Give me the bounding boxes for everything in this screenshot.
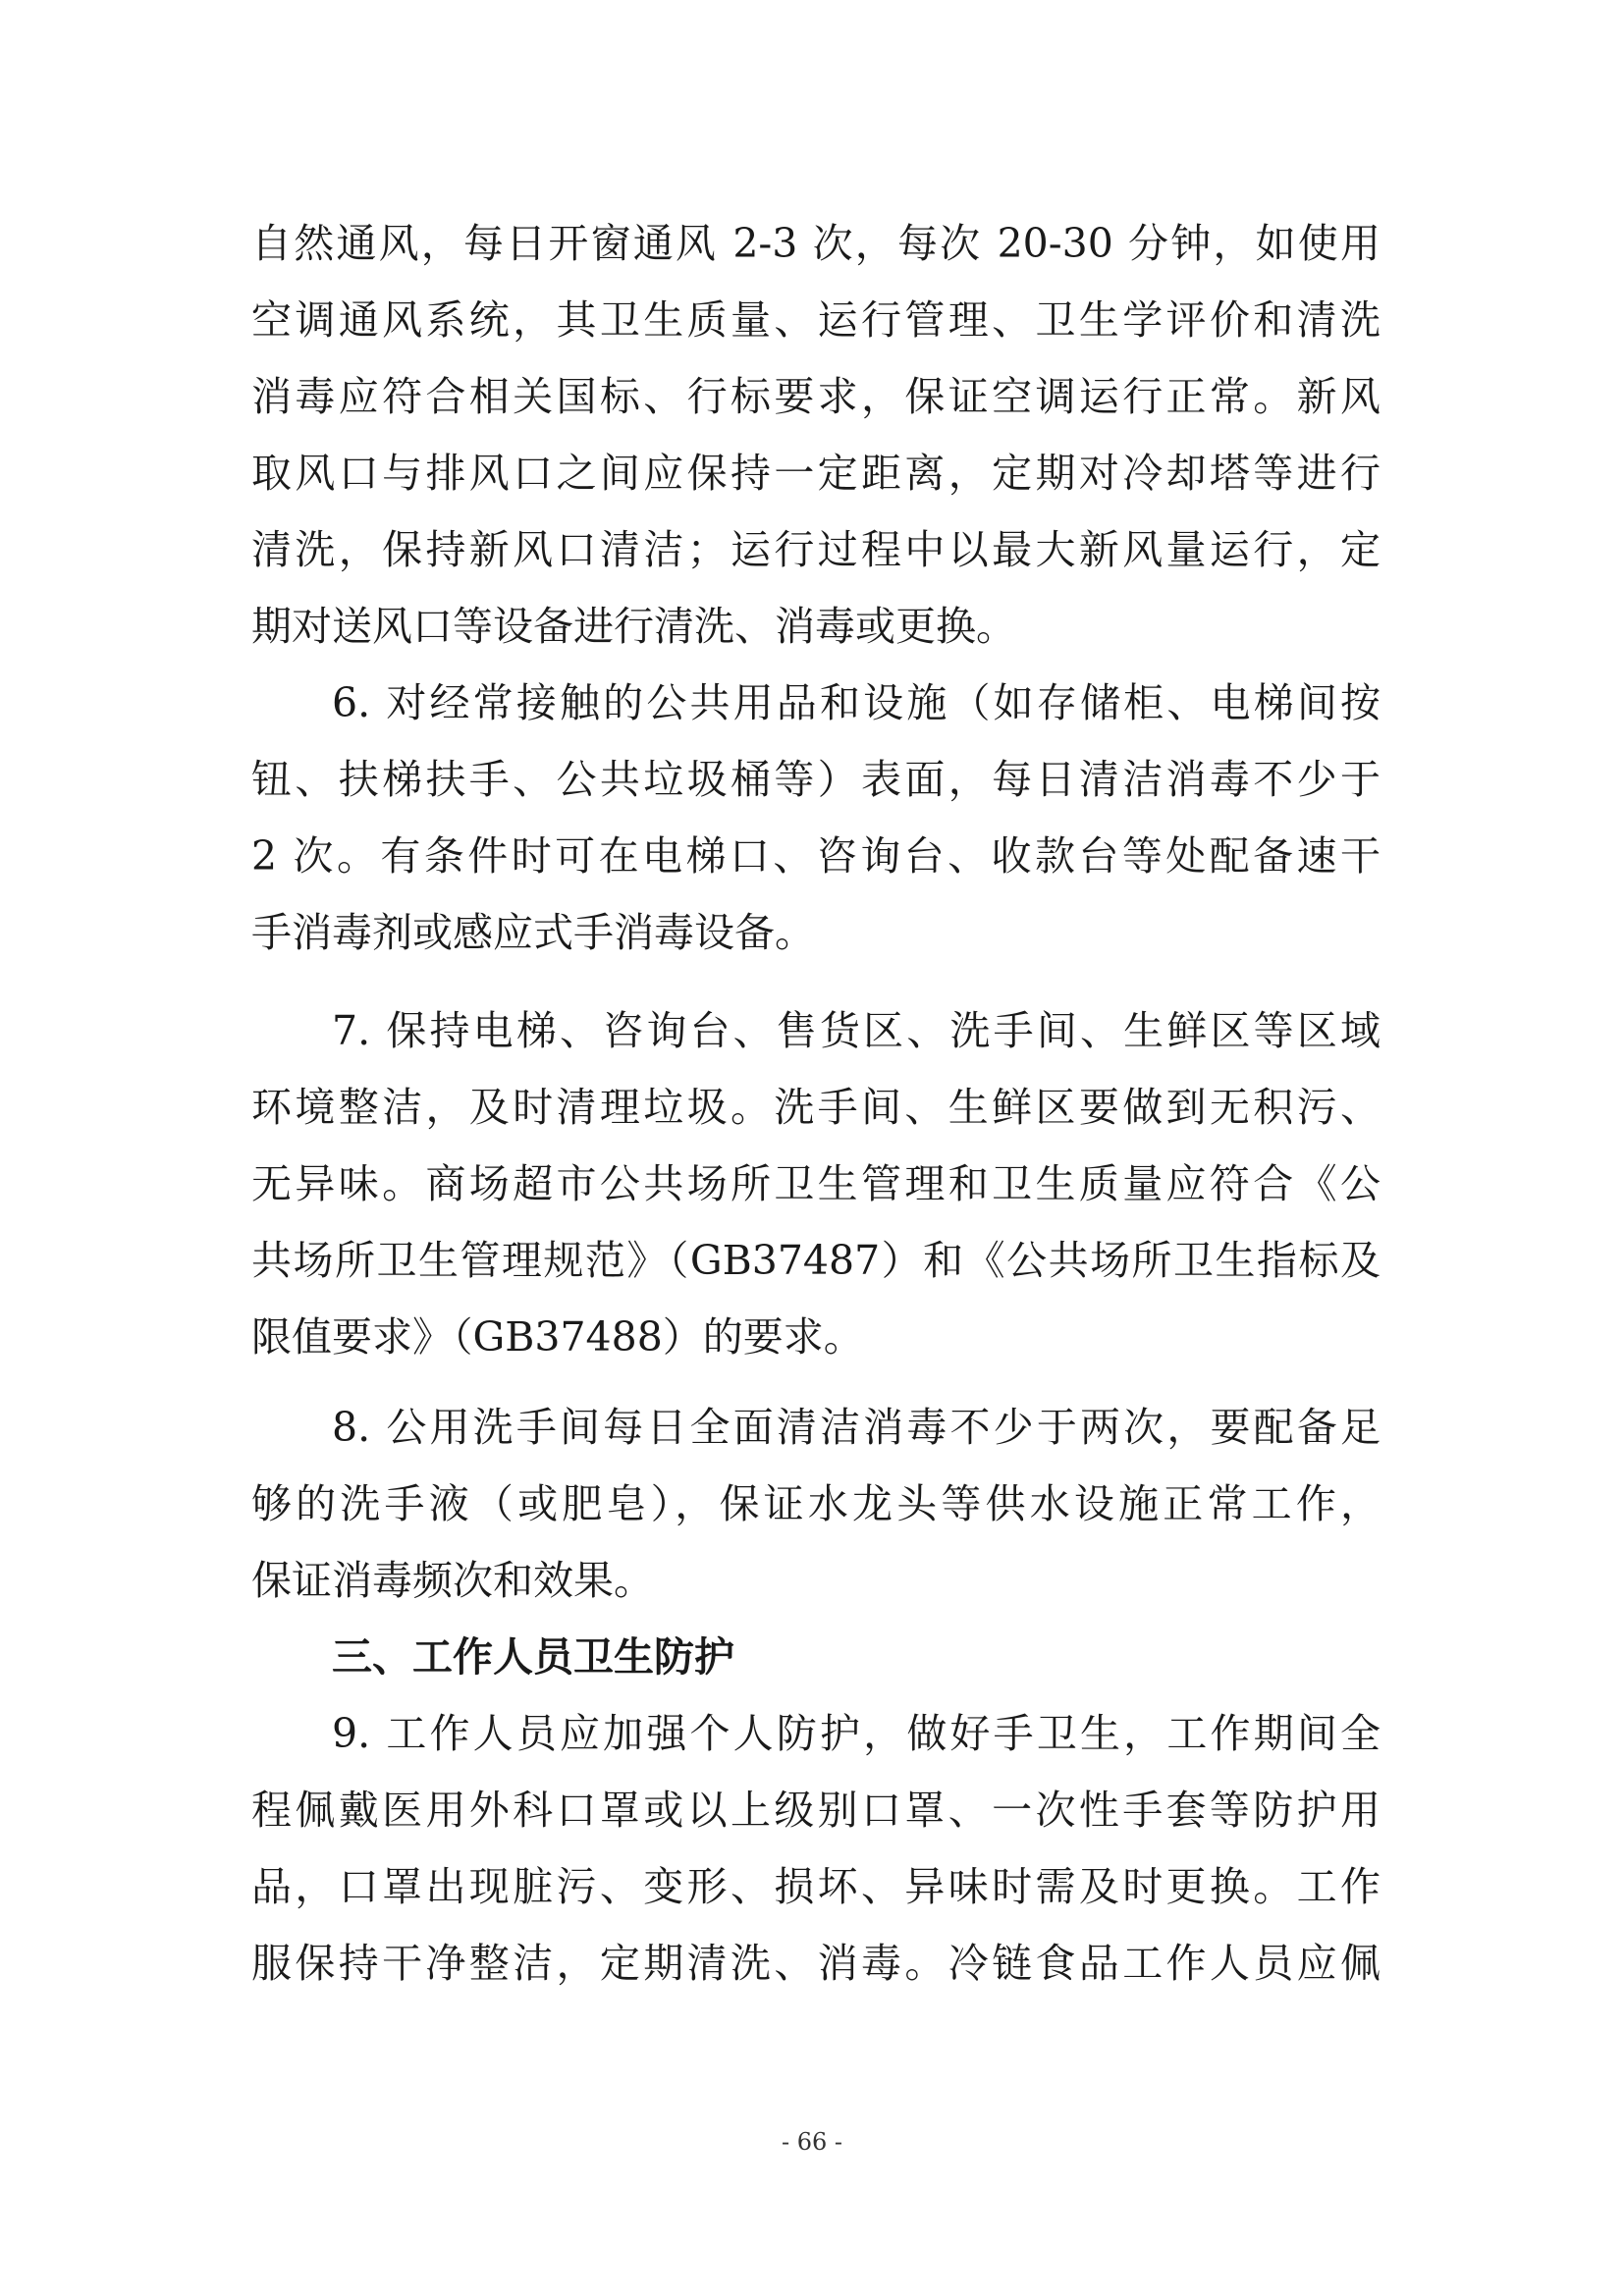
item-7-line: 环境整洁，及时清理垃圾。洗手间、生鲜区要做到无积污、 [251,1084,1380,1131]
paragraph-line: 清洗，保持新风口清洁；运行过程中以最大新风量运行，定 [251,526,1380,573]
item-7-line: 共场所卫生管理规范》（GB37487）和《公共场所卫生指标及 [251,1237,1380,1284]
item-8-line: 够的洗手液（或肥皂），保证水龙头等供水设施正常工作， [251,1480,1380,1527]
item-6-line: 6. 对经常接触的公共用品和设施（如存储柜、电梯间按 [332,679,1380,726]
paragraph-line: 消毒应符合相关国标、行标要求，保证空调运行正常。新风 [251,373,1380,420]
item-6-line: 钮、扶梯扶手、公共垃圾桶等）表面，每日清洁消毒不少于 [251,756,1380,803]
item-7-line: 限值要求》（GB37488）的要求。 [251,1313,864,1361]
paragraph-line: 空调通风系统，其卫生质量、运行管理、卫生学评价和清洗 [251,296,1380,344]
paragraph-line: 期对送风口等设备进行清洗、消毒或更换。 [251,603,1016,650]
item-8-line: 8. 公用洗手间每日全面清洁消毒不少于两次，要配备足 [332,1404,1380,1451]
item-9-line: 程佩戴医用外科口罩或以上级别口罩、一次性手套等防护用 [251,1787,1380,1834]
item-9-line: 服保持干净整洁，定期清洗、消毒。冷链食品工作人员应佩 [251,1940,1380,1987]
section-heading: 三、工作人员卫生防护 [332,1633,734,1681]
paragraph-line: 取风口与排风口之间应保持一定距离，定期对冷却塔等进行 [251,450,1380,497]
item-6-line: 2 次。有条件时可在电梯口、咨询台、收款台等处配备速干 [251,832,1380,880]
page-number: - 66 - [781,2128,842,2156]
item-6-line: 手消毒剂或感应式手消毒设备。 [251,909,815,956]
item-8-line: 保证消毒频次和效果。 [251,1557,654,1604]
item-9-line: 9. 工作人员应加强个人防护，做好手卫生，工作期间全 [332,1710,1380,1757]
paragraph-line: 自然通风，每日开窗通风 2-3 次，每次 20-30 分钟，如使用 [251,220,1380,267]
item-9-line: 品，口罩出现脏污、变形、损坏、异味时需及时更换。工作 [251,1863,1380,1910]
item-7-line: 7. 保持电梯、咨询台、售货区、洗手间、生鲜区等区域 [332,1007,1380,1054]
item-7-line: 无异味。商场超市公共场所卫生管理和卫生质量应符合《公 [251,1160,1380,1207]
